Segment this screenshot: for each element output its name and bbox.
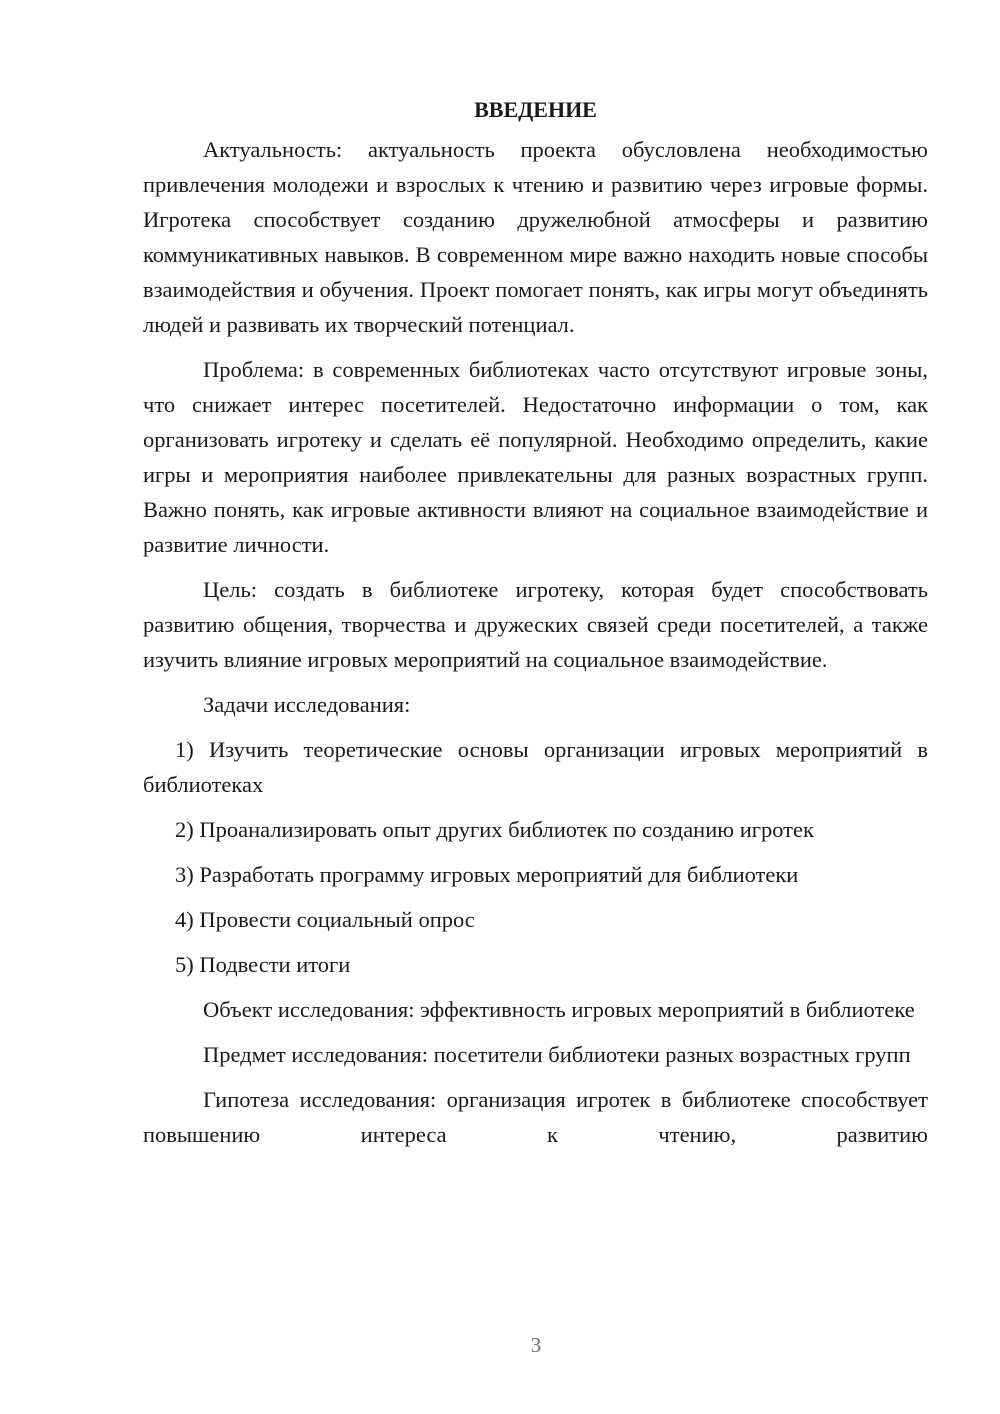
page-content bbox=[143, 92, 928, 1162]
page-number: 3 bbox=[530, 1333, 542, 1357]
task-item-5: 5) Подвести итоги bbox=[175, 952, 351, 977]
task-item-2: 2) Проанализировать опыт других библиотек по созданию игротек bbox=[175, 817, 814, 842]
task-item-3: 3) Разработать программу игровых мероприятий для библиотеки bbox=[175, 862, 799, 887]
hypothesis-paragraph: Гипотеза исследования: организация игротек в библиотеке способствует повышению интереса к чтению, развитию bbox=[143, 1087, 928, 1147]
task-item-4: 4) Провести социальный опрос bbox=[175, 907, 475, 932]
section-heading: ВВЕДЕНИЕ bbox=[474, 97, 597, 122]
object-paragraph: Объект исследования: эффективность игровых мероприятий в библиотеке bbox=[203, 997, 915, 1022]
task-item-1: 1) Изучить теоретические основы организации игровых мероприятий в библиотеках bbox=[143, 737, 928, 797]
problem-paragraph: Проблема: в современных библиотеках часто отсутствуют игровые зоны, что снижает интерес посетителей. Недостаточно информации о том, как организовать игротеку и сделать её популярной. Необходимо определить, какие игры и мероприятия наиболее привлекательны для разных возрастных групп. Важно понять, как игровые активности влияют на социальное взаимодействие и развитие личности. bbox=[143, 357, 928, 557]
goal-paragraph: Цель: создать в библиотеке игротеку, которая будет способствовать развитию общения, творчества и дружеских связей среди посетителей, а также изучить влияние игровых мероприятий на социальное взаимодействие. bbox=[143, 577, 928, 672]
relevance-paragraph: Актуальность: актуальность проекта обусловлена необходимостью привлечения молодежи и взрослых к чтению и развитию через игровые формы. Игротека способствует созданию дружелюбной атмосферы и развитию коммуникативных навыков. В современном мире важно находить новые способы взаимодействия и обучения. Проект помогает понять, как игры могут объединять людей и развивать их творческий потенциал. bbox=[143, 137, 928, 337]
subject-paragraph: Предмет исследования: посетители библиотеки разных возрастных групп bbox=[203, 1042, 911, 1067]
tasks-title: Задачи исследования: bbox=[203, 692, 411, 717]
